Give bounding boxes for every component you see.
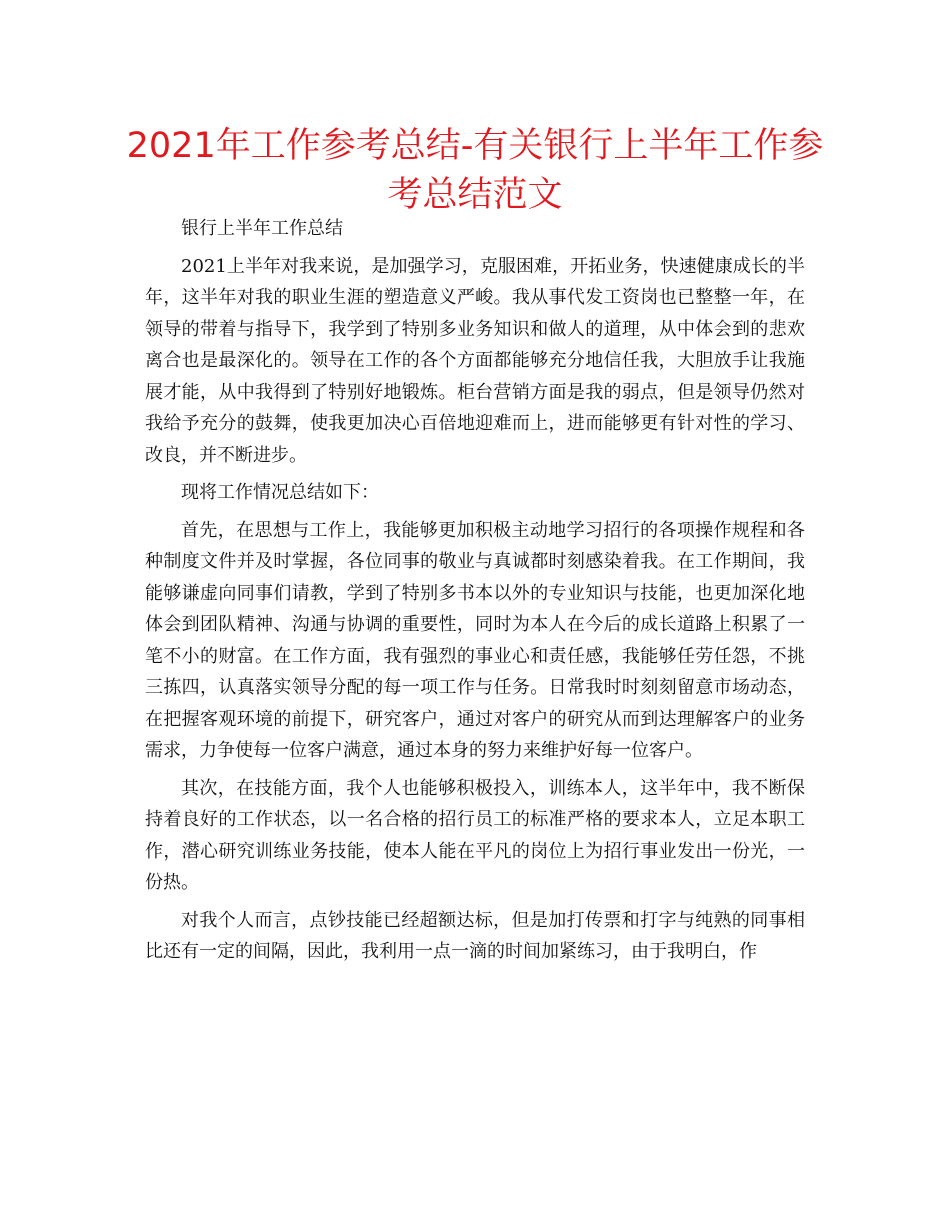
- document-title: 2021年工作参考总结-有关银行上半年工作参考总结范文: [126, 126, 824, 215]
- paragraph-third: 对我个人而言，点钞技能已经超额达标，但是加打传票和打字与纯熟的同事相比还有一定的间隔，因此，我利用一点一滴的时间加紧练习，由于我明白，作: [145, 909, 805, 962]
- paragraph-summary-lead: 现将工作情况总结如下：: [181, 482, 379, 503]
- paragraph-subtitle: 银行上半年工作总结: [181, 218, 343, 239]
- paragraph-second: 其次，在技能方面，我个人也能够积极投入，训练本人，这半年中，我不断保持着良好的工作状态，以一名合格的招行员工的标准严格的要求本人，立足本职工作，潜心研究训练业务技能，使本人能在平凡的岗位上为招行事业发出一份光，一份热。: [145, 777, 805, 893]
- paragraph-first: 首先，在思想与工作上，我能够更加积极主动地学习招行的各项操作规程和各种制度文件并及时掌握，各位同事的敬业与真诚都时刻感染着我。在工作期间，我能够谦虚向同事们请教，学到了特别多书本以外的专业知识与技能，也更加深化地体会到团队精神、沟通与协调的重要性，同时为本人在今后的成长道路上积累了一笔不小的财富。在工作方面，我有强烈的事业心和责任感，我能够任劳任怨，不挑三拣四，认真落实领导分配的每一项工作与任务。日常我时时刻刻留意市场动态，在把握客观环境的前提下，研究客户，通过对客户的研究从而到达理解客户的业务需求，力争使每一位客户满意，通过本身的努力来维护好每一位客户。: [145, 519, 805, 761]
- document-body: [145, 213, 805, 974]
- paragraph-intro: 2021上半年对我来说，是加强学习，克服困难，开拓业务，快速健康成长的半年，这半年对我的职业生涯的塑造意义严峻。我从事代发工资岗也已整整一年，在领导的带着与指导下，我学到了特别多业务知识和做人的道理，从中体会到的悲欢离合也是最深化的。领导在工作的各个方面都能够充分地信任我，大胆放手让我施展才能，从中我得到了特别好地锻炼。柜台营销方面是我的弱点，但是领导仍然对我给予充分的鼓舞，使我更加决心百倍地迎难而上，进而能够更有针对性的学习、改良，并不断进步。: [145, 255, 805, 466]
